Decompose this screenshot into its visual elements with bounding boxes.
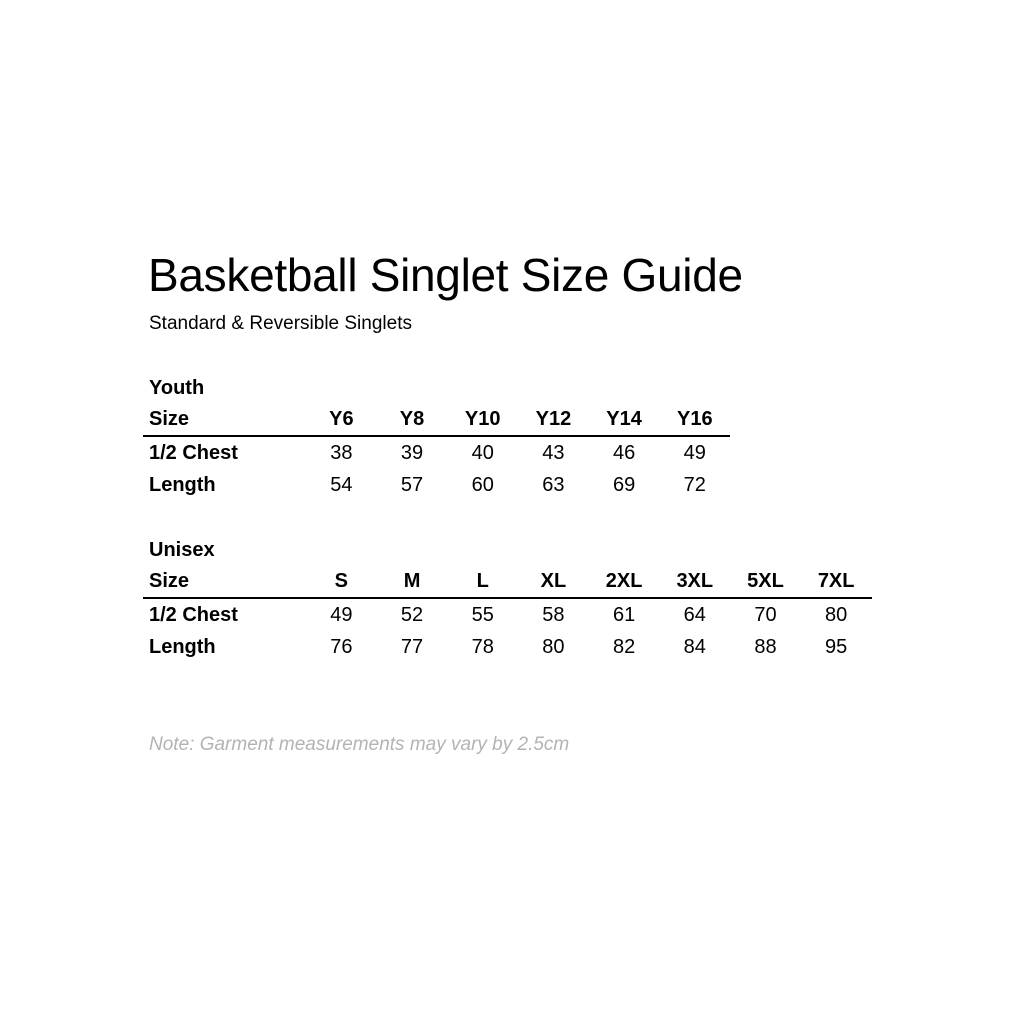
measurement-cell: 46 — [612, 441, 636, 464]
measurement-cell: 63 — [542, 474, 565, 496]
unisex-size-header: 2XL — [589, 566, 660, 598]
row-label: Length — [149, 636, 216, 658]
measurement-cell: 69 — [612, 474, 636, 496]
unisex-size-header: 7XL — [801, 566, 872, 598]
measurement-cell: 58 — [542, 603, 565, 626]
measurement-cell: 80 — [825, 603, 848, 626]
youth-size-table — [143, 404, 730, 502]
measurement-cell: 57 — [400, 474, 424, 496]
measurement-cell: 38 — [330, 441, 353, 464]
row-label: Length — [149, 474, 216, 496]
measurement-cell: 78 — [471, 636, 494, 658]
measurement-cell: 64 — [683, 603, 706, 626]
measurement-cell: 49 — [683, 441, 706, 464]
measurement-cell: 80 — [542, 636, 565, 658]
measurement-cell: 40 — [471, 441, 494, 464]
youth-size-header: Y12 — [518, 404, 589, 436]
measurement-cell: 88 — [754, 636, 777, 658]
unisex-size-header: 3XL — [659, 566, 730, 598]
unisex-size-table — [143, 566, 872, 664]
youth-size-header: Y10 — [447, 404, 518, 436]
measurement-cell: 84 — [683, 636, 706, 658]
unisex-chest-row — [143, 598, 872, 632]
measurement-cell: 72 — [683, 474, 706, 496]
youth-length-row — [143, 469, 730, 502]
youth-header-row — [143, 404, 730, 436]
unisex-size-header: S — [306, 566, 377, 598]
unisex-size-header: L — [447, 566, 518, 598]
youth-size-header: Y6 — [306, 404, 377, 436]
measurement-cell: 70 — [754, 603, 777, 626]
youth-size-header-label: Size — [143, 404, 306, 436]
unisex-size-header: XL — [518, 566, 589, 598]
measurement-note: Note: Garment measurements may vary by 2.5cm — [149, 734, 570, 755]
measurement-cell: 55 — [471, 603, 494, 626]
page-subtitle: Standard & Reversible Singlets — [149, 313, 412, 334]
row-label: 1/2 Chest — [149, 441, 238, 464]
unisex-length-row — [143, 631, 872, 664]
measurement-cell: 77 — [400, 636, 424, 658]
unisex-section-heading: Unisex — [149, 539, 215, 561]
measurement-cell: 60 — [471, 474, 494, 496]
measurement-cell: 39 — [400, 441, 424, 464]
measurement-cell: 52 — [400, 603, 424, 626]
youth-size-header: Y16 — [659, 404, 730, 436]
measurement-cell: 61 — [612, 603, 636, 626]
youth-size-header: Y8 — [377, 404, 448, 436]
unisex-size-header: 5XL — [730, 566, 801, 598]
unisex-size-header-label: Size — [143, 566, 306, 598]
row-label: 1/2 Chest — [149, 603, 238, 626]
measurement-cell: 82 — [612, 636, 636, 658]
page-title: Basketball Singlet Size Guide — [148, 249, 743, 301]
unisex-size-header: M — [377, 566, 448, 598]
youth-size-header: Y14 — [589, 404, 660, 436]
measurement-cell: 54 — [330, 474, 353, 496]
measurement-cell: 43 — [542, 441, 565, 464]
measurement-cell: 95 — [825, 636, 848, 658]
measurement-cell: 76 — [330, 636, 353, 658]
youth-chest-row — [143, 436, 730, 470]
unisex-header-row — [143, 566, 872, 598]
youth-section-heading: Youth — [149, 377, 205, 399]
measurement-cell: 49 — [330, 603, 353, 626]
